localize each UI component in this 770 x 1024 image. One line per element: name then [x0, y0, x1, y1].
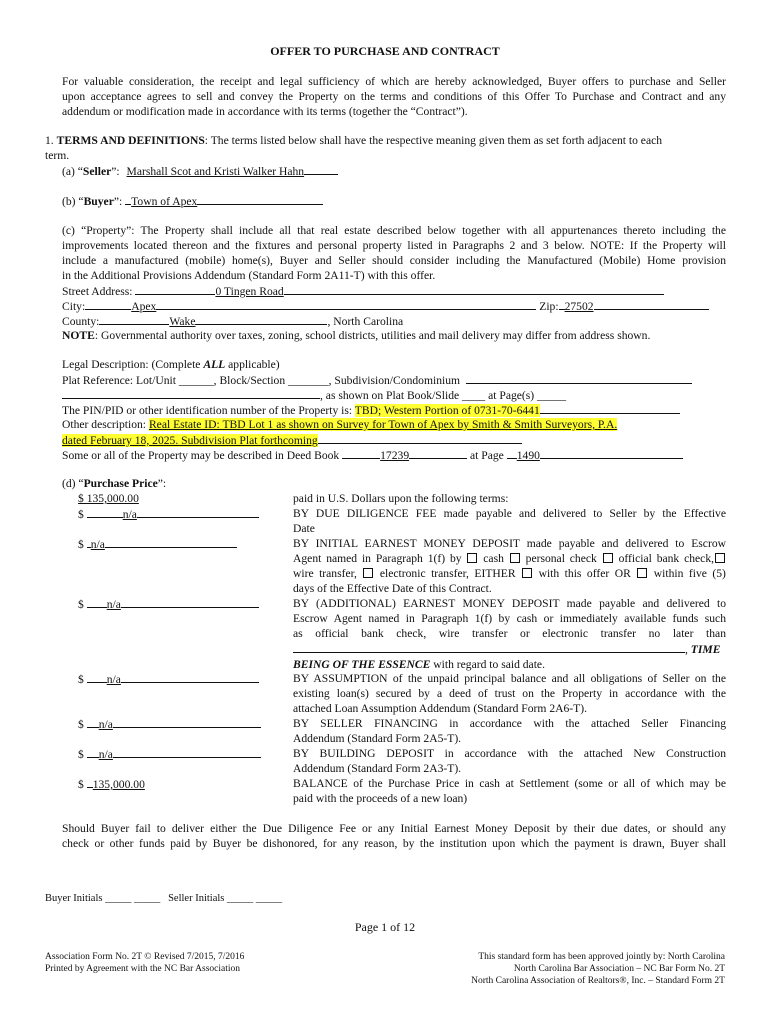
building-deposit-amount: $ n/a	[78, 746, 261, 762]
closing-line-2: check or other funds paid by Buyer be dishonored, for any reason, by the institution upon which the payment is drawn, Buyer shall	[62, 837, 726, 850]
balance-text: BALANCE of the Purchase Price in cash at Settlement (some or all of which may be paid with the proceeds of a new loan)	[293, 777, 726, 805]
dd-fee-text: BY DUE DILIGENCE FEE made payable and delivered to Seller by the Effective Date	[293, 507, 726, 535]
intro-line-1: For valuable consideration, the receipt and legal sufficiency of which are hereby acknowledged, Buyer offers to purchase and Seller	[62, 75, 726, 88]
street-address-line: Street Address: 0 Tingen Road	[62, 283, 726, 299]
total-price-field[interactable]: $ 135,000.00	[78, 492, 139, 505]
dd-fee-amount: $ n/a	[78, 506, 259, 522]
additional-deposit-text: BY (ADDITIONAL) EARNEST MONEY DEPOSIT made payable and delivered to Escrow Agent named in Paragraph 1(f) by cash or immediately available funds such as official bank check, wire transfer or electronic transfer no later than , TIME BEING OF THE ESSENCE with regard to said date.	[293, 597, 726, 671]
seller-financing-text: BY SELLER FINANCING in accordance with the attached Seller Financing Addendum (Standard Form 2A5-T).	[293, 717, 726, 745]
other-description-field[interactable]: Real Estate ID: TBD Lot 1 as shown on Survey for Town of Apex by Smith & Smith Surveyors, P.A.	[148, 418, 618, 431]
building-deposit-field[interactable]: n/a	[98, 748, 113, 761]
assumption-text: BY ASSUMPTION of the unpaid principal balance and all obligations of Seller on the existing loan(s) secured by a deed of trust on the Property in accordance with the attached Loan Assumption Addendum (Standard Form 2A6-T).	[293, 672, 726, 715]
building-deposit-text: BY BUILDING DEPOSIT in accordance with the attached New Construction Addendum (Standard Form 2A3-T).	[293, 747, 726, 775]
balance-amount: $ 135,000.00	[78, 778, 145, 791]
property-line-1: (c) “Property”: The Property shall include all that real estate described below together with all appurtenances thereto including the	[62, 224, 726, 237]
page-title: OFFER TO PURCHASE AND CONTRACT	[270, 44, 500, 58]
additional-deposit-field[interactable]: n/a	[106, 598, 121, 611]
closing-line-1: Should Buyer fail to deliver either the Due Diligence Fee or any Initial Earnest Money Deposit by their due dates, or should any	[62, 822, 726, 835]
zip-field[interactable]: 27502	[564, 300, 594, 313]
pin-field[interactable]: TBD; Western Portion of 0731-70-6441	[354, 404, 540, 417]
additional-deposit-amount: $ n/a	[78, 596, 259, 612]
balance-field[interactable]: 135,000.00	[92, 778, 145, 791]
subdivision-field[interactable]	[466, 372, 692, 384]
county-field[interactable]: Wake	[169, 315, 196, 328]
buyer-name-field[interactable]: Town of Apex	[131, 195, 198, 208]
section-1-heading-cont: term.	[45, 149, 70, 162]
intro-line-2: upon acceptance agrees to sell and convey the Property on the terms and conditions of this Offer To Purchase and Contract and any	[62, 90, 726, 103]
county-line: County: Wake , North Carolina	[62, 315, 404, 328]
electronic-transfer-checkbox[interactable]	[363, 568, 373, 578]
pin-line: The PIN/PID or other identification number of the Property is: TBD; Western Portion of 0731-70-6441	[62, 402, 726, 418]
purchase-price-heading: (d) “Purchase Price”:	[62, 477, 167, 490]
deed-book-field[interactable]: 17239	[380, 449, 410, 462]
property-line-4: in the Additional Provisions Addendum (Standard Form 2A11-T) with this offer.	[62, 269, 436, 282]
assumption-amount: $ n/a	[78, 671, 259, 687]
buyer-initials[interactable]: Buyer Initials _____ _____	[45, 893, 161, 904]
property-line-3: include a manufactured (mobile) home(s), Buyer and Seller should consider including the Manufactured (Mobile) Home provision	[62, 254, 726, 267]
section-1-heading: 1. TERMS AND DEFINITIONS: The terms listed below shall have the respective meaning given them as set forth adjacent to each	[45, 134, 663, 147]
seller-financing-field[interactable]: n/a	[98, 718, 113, 731]
city-zip-line: City: Apex Zip: 27502	[62, 298, 726, 314]
dd-fee-field[interactable]: n/a	[122, 508, 137, 521]
seller-initials[interactable]: Seller Initials _____ _____	[168, 893, 283, 904]
other-description-field-cont[interactable]: dated February 18, 2025. Subdivision Plat forthcoming	[62, 434, 318, 447]
personal-check-checkbox[interactable]	[510, 553, 520, 563]
total-price-text: paid in U.S. Dollars upon the following terms:	[293, 492, 509, 505]
within-five-days-checkbox[interactable]	[637, 568, 647, 578]
seller-name-field[interactable]: Marshall Scot and Kristi Walker Hahn	[126, 165, 305, 178]
cash-checkbox[interactable]	[467, 553, 477, 563]
section-1-title: TERMS AND DEFINITIONS	[56, 134, 205, 147]
buyer-line: (b) “Buyer”: Town of Apex	[62, 193, 726, 209]
with-offer-checkbox[interactable]	[522, 568, 532, 578]
subdivision-field-cont[interactable]	[62, 387, 320, 399]
other-description-line: Other description: Real Estate ID: TBD Lot 1 as shown on Survey for Town of Apex by Smith & Smith Surveyors, P.A.	[62, 418, 618, 431]
additional-deposit-date-field[interactable]	[293, 641, 685, 653]
plat-book-line: , as shown on Plat Book/Slide ____ at Page(s) _____	[62, 387, 726, 403]
other-description-line-2	[62, 432, 726, 448]
intro-line-3: addendum or modification made in accordance with its terms (together the “Contract”).	[62, 105, 468, 118]
page-number: Page 1 of 12	[354, 920, 416, 934]
seller-line: (a) “Seller”: Marshall Scot and Kristi Walker Hahn	[62, 163, 726, 179]
initial-deposit-text: BY INITIAL EARNEST MONEY DEPOSIT made payable and delivered to Escrow Agent named in Paragraph 1(f) by cash personal check official bank check, wire transfer, electronic transfer, EITHER with this offer OR within five (5) days of the Effective Date of this Contract.	[293, 537, 726, 595]
footer-left: Association Form No. 2T © Revised 7/2015, 7/2016 Printed by Agreement with the NC Bar Association	[45, 952, 245, 974]
deed-page-field[interactable]: 1490	[516, 449, 540, 462]
plat-reference-line: Plat Reference: Lot/Unit ______, Block/Section _______, Subdivision/Condominium	[62, 372, 726, 388]
city-field[interactable]: Apex	[131, 300, 157, 313]
seller-financing-amount: $ n/a	[78, 716, 261, 732]
footer-right: This standard form has been approved jointly by: North Carolina North Carolina Bar Association – NC Bar Form No. 2T North Carolina Association of Realtors®, Inc. – Standard Form 2T	[471, 952, 725, 986]
legal-description-heading: Legal Description: (Complete ALL applicable)	[62, 358, 280, 371]
initial-deposit-amount: $ n/a	[78, 536, 237, 552]
deed-book-line: Some or all of the Property may be described in Deed Book 17239 at Page 1490	[62, 447, 726, 463]
property-line-2: improvements located thereon and the fixtures and personal property listed in Paragraphs 2 and 3 below. NOTE: If the Property will	[62, 239, 726, 252]
total-price-amount	[78, 491, 139, 506]
property-note: NOTE: Governmental authority over taxes, zoning, school districts, utilities and mail delivery may differ from address shown.	[62, 329, 651, 342]
street-address-field[interactable]: 0 Tingen Road	[215, 285, 284, 298]
assumption-field[interactable]: n/a	[106, 673, 121, 686]
initial-deposit-field[interactable]: n/a	[90, 538, 105, 551]
initials-line	[45, 891, 709, 906]
wire-transfer-checkbox[interactable]	[715, 553, 725, 563]
official-bank-check-checkbox[interactable]	[603, 553, 613, 563]
